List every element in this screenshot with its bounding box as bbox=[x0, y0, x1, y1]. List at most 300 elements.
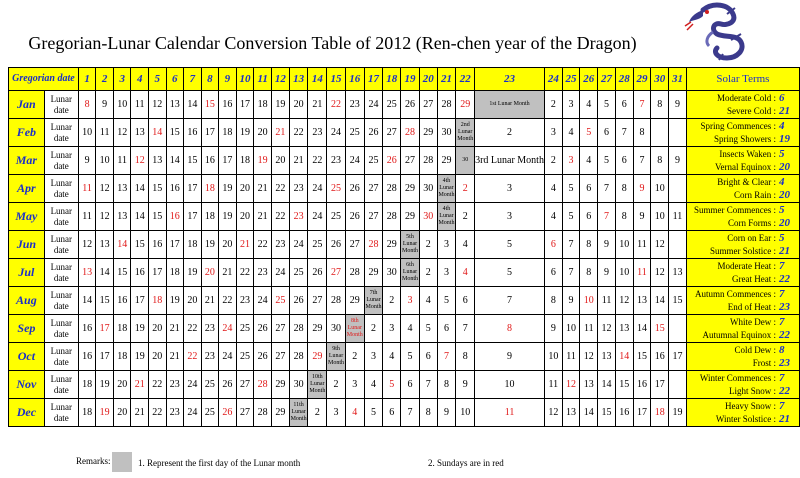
lunar-date-cell: 18 bbox=[254, 91, 272, 119]
solar-terms-cell bbox=[686, 315, 799, 343]
lunar-date-cell: 23 bbox=[289, 175, 308, 203]
solar-terms-cell bbox=[686, 371, 799, 399]
lunar-date-cell: 22 bbox=[148, 371, 166, 399]
month-name: Sep bbox=[9, 315, 45, 343]
solar-term bbox=[687, 133, 799, 146]
lunar-date-cell: 19 bbox=[184, 259, 202, 287]
lunar-date-cell: 27 bbox=[236, 399, 254, 427]
day-header: 31 bbox=[669, 68, 687, 91]
lunar-date-cell: 19 bbox=[166, 287, 184, 315]
lunar-date-cell: 28 bbox=[254, 371, 272, 399]
lunar-date-cell: 8 bbox=[419, 399, 437, 427]
solar-terms-cell bbox=[686, 203, 799, 231]
solar-term bbox=[687, 301, 799, 314]
lunar-date-cell: 15 bbox=[166, 119, 184, 147]
lunar-date-cell: 6 bbox=[580, 203, 598, 231]
lunar-date-cell: 16 bbox=[78, 315, 96, 343]
remark-first-lunar-day: 1. Represent the first day of the Lunar month bbox=[138, 458, 301, 468]
lunar-date-cell: 26 bbox=[345, 175, 364, 203]
month-row bbox=[9, 315, 800, 343]
lunar-date-cell: 11 bbox=[598, 287, 616, 315]
solar-term bbox=[687, 232, 799, 245]
solar-term-day: 8 bbox=[779, 344, 785, 356]
lunar-date-cell: 12 bbox=[651, 259, 669, 287]
day-header: 22 bbox=[456, 68, 475, 91]
lunar-date-cell: 7 bbox=[456, 315, 475, 343]
lunar-date-cell: 2 bbox=[383, 287, 401, 315]
lunar-date-cell: 28 bbox=[345, 259, 364, 287]
lunar-date-cell: 16 bbox=[166, 175, 184, 203]
lunar-date-cell: 15 bbox=[598, 399, 616, 427]
lunar-date-cell bbox=[651, 119, 669, 147]
lunar-date-cell: 7 bbox=[615, 119, 633, 147]
lunar-date-cell: 20 bbox=[289, 91, 308, 119]
lunar-date-cell: 14 bbox=[131, 175, 149, 203]
day-header: 18 bbox=[383, 68, 401, 91]
lunar-date-cell: 5 bbox=[598, 91, 616, 119]
lunar-date-cell: 30 bbox=[383, 259, 401, 287]
lunar-date-cell: 12 bbox=[651, 231, 669, 259]
solar-term-name: Winter Solstice : bbox=[715, 414, 776, 424]
lunar-date-label: Lunar date bbox=[44, 315, 78, 343]
lunar-date-cell: 20 bbox=[254, 119, 272, 147]
lunar-date-cell: 26 bbox=[383, 147, 401, 175]
lunar-date-cell: 25 bbox=[236, 315, 254, 343]
lunar-date-cell: 20 bbox=[148, 343, 166, 371]
lunar-date-cell: 19 bbox=[219, 203, 237, 231]
lunar-date-cell: 10 bbox=[580, 287, 598, 315]
lunar-date-cell: 2 bbox=[327, 371, 346, 399]
corner-header: Gregorian date bbox=[9, 68, 79, 91]
lunar-date-cell: 5 bbox=[419, 315, 437, 343]
lunar-date-cell: 29 bbox=[437, 147, 456, 175]
lunar-date-cell: 4 bbox=[580, 91, 598, 119]
day-header: 4 bbox=[131, 68, 149, 91]
lunar-date-cell: 25 bbox=[289, 259, 308, 287]
lunar-date-cell: 29 bbox=[271, 371, 289, 399]
lunar-date-cell: 26 bbox=[254, 315, 272, 343]
lunar-date-cell: 3 bbox=[562, 91, 580, 119]
lunar-date-label: Lunar date bbox=[44, 175, 78, 203]
lunar-date-cell: 10 bbox=[475, 371, 545, 399]
lunar-date-cell: 26 bbox=[219, 371, 237, 399]
lunar-date-cell: 22 bbox=[184, 343, 202, 371]
lunar-date-cell: 25 bbox=[345, 119, 364, 147]
lunar-date-cell: 8 bbox=[615, 175, 633, 203]
lunar-date-cell: 8 bbox=[615, 203, 633, 231]
lunar-date-cell: 19 bbox=[201, 231, 219, 259]
lunar-date-cell: 3 bbox=[401, 287, 420, 315]
lunar-date-cell: 3 bbox=[437, 259, 456, 287]
lunar-date-cell: 16 bbox=[201, 147, 219, 175]
lunar-date-cell: 27 bbox=[271, 343, 289, 371]
solar-term bbox=[687, 288, 799, 301]
solar-term-day: 23 bbox=[779, 301, 790, 313]
remark-sundays: 2. Sundays are in red bbox=[428, 458, 504, 468]
lunar-date-cell: 21 bbox=[131, 371, 149, 399]
lunar-date-cell: 12 bbox=[544, 399, 562, 427]
lunar-date-cell: 10 bbox=[562, 315, 580, 343]
solar-term-name: Light Snow : bbox=[728, 386, 776, 396]
lunar-date-cell: 21 bbox=[254, 203, 272, 231]
lunar-date-cell: 24 bbox=[271, 259, 289, 287]
lunar-date-cell: 23 bbox=[345, 91, 364, 119]
lunar-date-label: Lunar date bbox=[44, 91, 78, 119]
lunar-date-cell: 27 bbox=[345, 231, 364, 259]
lunar-date-cell: 18 bbox=[166, 259, 184, 287]
lunar-date-cell: 21 bbox=[166, 315, 184, 343]
lunar-date-cell: 2 bbox=[364, 315, 383, 343]
lunar-date-cell: 25 bbox=[271, 287, 289, 315]
solar-term bbox=[687, 176, 799, 189]
lunar-date-cell: 9 bbox=[669, 91, 687, 119]
lunar-date-cell: 15 bbox=[669, 287, 687, 315]
lunar-date-cell: 12 bbox=[113, 119, 131, 147]
dragon-icon bbox=[683, 2, 751, 62]
lunar-date-cell: 30 bbox=[419, 203, 437, 231]
lunar-date-cell: 26 bbox=[289, 287, 308, 315]
solar-term-name: Vernal Equinox : bbox=[715, 162, 776, 172]
lunar-date-cell: 27 bbox=[236, 371, 254, 399]
solar-term-day: 5 bbox=[779, 148, 785, 160]
lunar-date-label: Lunar date bbox=[44, 231, 78, 259]
header-row bbox=[9, 68, 800, 91]
solar-term bbox=[687, 245, 799, 258]
day-header: 13 bbox=[289, 68, 308, 91]
lunar-date-cell: 30 bbox=[289, 371, 308, 399]
lunar-date-cell: 16 bbox=[166, 203, 184, 231]
day-header: 24 bbox=[544, 68, 562, 91]
lunar-date-cell: 30 bbox=[419, 175, 437, 203]
lunar-date-cell: 19 bbox=[254, 147, 272, 175]
solar-term-name: Insects Waken : bbox=[719, 149, 776, 159]
solar-term bbox=[687, 204, 799, 217]
lunar-date-cell: 26 bbox=[345, 203, 364, 231]
lunar-date-cell: 13 bbox=[166, 91, 184, 119]
lunar-date-cell: 24 bbox=[219, 315, 237, 343]
lunar-month-start-cell: 6th Lunar Month bbox=[401, 259, 420, 287]
lunar-date-cell: 24 bbox=[254, 287, 272, 315]
lunar-date-cell: 25 bbox=[383, 91, 401, 119]
lunar-date-cell: 6 bbox=[598, 119, 616, 147]
day-header: 8 bbox=[201, 68, 219, 91]
lunar-date-cell: 13 bbox=[78, 259, 96, 287]
lunar-date-cell: 23 bbox=[236, 287, 254, 315]
month-name: Jul bbox=[9, 259, 45, 287]
month-name: Aug bbox=[9, 287, 45, 315]
solar-term-day: 21 bbox=[779, 105, 790, 117]
day-header: 5 bbox=[148, 68, 166, 91]
lunar-date-label: Lunar date bbox=[44, 399, 78, 427]
lunar-date-cell: 13 bbox=[113, 203, 131, 231]
lunar-date-cell: 11 bbox=[562, 343, 580, 371]
lunar-date-cell: 7 bbox=[562, 259, 580, 287]
solar-term bbox=[687, 189, 799, 202]
solar-term-name: Heavy Snow : bbox=[725, 401, 776, 411]
lunar-date-cell: 3 bbox=[383, 315, 401, 343]
lunar-date-cell: 23 bbox=[308, 119, 327, 147]
lunar-date-cell: 6 bbox=[615, 147, 633, 175]
lunar-date-cell: 11 bbox=[78, 175, 96, 203]
lunar-date-cell: 5 bbox=[562, 175, 580, 203]
solar-term-name: Spring Commences : bbox=[700, 121, 776, 131]
lunar-date-cell: 22 bbox=[271, 175, 289, 203]
lunar-date-cell: 27 bbox=[364, 203, 383, 231]
lunar-date-cell: 18 bbox=[201, 203, 219, 231]
lunar-date-cell: 17 bbox=[633, 399, 651, 427]
lunar-date-cell: 22 bbox=[148, 399, 166, 427]
solar-term-day: 20 bbox=[779, 161, 790, 173]
lunar-date-cell: 18 bbox=[78, 371, 96, 399]
lunar-date-cell: 21 bbox=[219, 259, 237, 287]
lunar-date-cell: 29 bbox=[401, 175, 420, 203]
lunar-date-cell: 9 bbox=[475, 343, 545, 371]
solar-terms-header: Solar Terms bbox=[686, 68, 799, 91]
lunar-date-cell: 9 bbox=[633, 203, 651, 231]
month-name: Mar bbox=[9, 147, 45, 175]
solar-terms-cell bbox=[686, 231, 799, 259]
solar-terms-cell bbox=[686, 259, 799, 287]
month-name: Oct bbox=[9, 343, 45, 371]
lunar-date-cell: 29 bbox=[345, 287, 364, 315]
lunar-date-cell: 19 bbox=[131, 315, 149, 343]
lunar-date-cell: 7 bbox=[475, 287, 545, 315]
lunar-date-cell: 6 bbox=[456, 287, 475, 315]
solar-term-name: White Dew : bbox=[730, 317, 776, 327]
solar-term bbox=[687, 120, 799, 133]
lunar-date-cell: 11 bbox=[580, 315, 598, 343]
month-row bbox=[9, 371, 800, 399]
lunar-date-cell: 14 bbox=[148, 119, 166, 147]
day-header: 30 bbox=[651, 68, 669, 91]
lunar-date-cell: 7 bbox=[633, 147, 651, 175]
solar-term-day: 7 bbox=[779, 260, 785, 272]
month-row bbox=[9, 119, 800, 147]
lunar-date-cell: 10 bbox=[113, 91, 131, 119]
lunar-date-cell: 21 bbox=[254, 175, 272, 203]
solar-terms-cell bbox=[686, 287, 799, 315]
lunar-date-cell: 24 bbox=[327, 119, 346, 147]
month-row bbox=[9, 91, 800, 119]
lunar-date-cell: 23 bbox=[166, 399, 184, 427]
lunar-date-cell: 16 bbox=[131, 259, 149, 287]
lunar-date-cell: 14 bbox=[78, 287, 96, 315]
lunar-date-cell: 28 bbox=[254, 399, 272, 427]
lunar-date-cell: 28 bbox=[401, 119, 420, 147]
day-header: 6 bbox=[166, 68, 184, 91]
lunar-date-cell: 8 bbox=[78, 91, 96, 119]
lunar-date-cell: 18 bbox=[201, 175, 219, 203]
lunar-date-cell: 18 bbox=[148, 287, 166, 315]
lunar-date-cell: 24 bbox=[308, 203, 327, 231]
lunar-date-cell: 19 bbox=[219, 175, 237, 203]
solar-term bbox=[687, 148, 799, 161]
lunar-date-cell: 12 bbox=[96, 203, 114, 231]
solar-term-name: Summer Commences : bbox=[694, 205, 776, 215]
page-title: Gregorian-Lunar Calendar Conversion Table of 2012 (Ren-chen year of the Dragon) bbox=[28, 33, 637, 53]
lunar-date-cell: 11 bbox=[669, 203, 687, 231]
month-name: Jan bbox=[9, 91, 45, 119]
day-header: 17 bbox=[364, 68, 383, 91]
lunar-date-cell: 6 bbox=[419, 343, 437, 371]
lunar-date-cell: 28 bbox=[364, 231, 383, 259]
lunar-date-cell: 18 bbox=[113, 343, 131, 371]
lunar-date-cell: 28 bbox=[327, 287, 346, 315]
lunar-date-cell: 20 bbox=[113, 371, 131, 399]
lunar-date-cell: 16 bbox=[113, 287, 131, 315]
lunar-date-cell: 12 bbox=[562, 371, 580, 399]
lunar-date-cell: 27 bbox=[271, 315, 289, 343]
lunar-date-cell: 17 bbox=[651, 371, 669, 399]
month-row bbox=[9, 231, 800, 259]
lunar-date-cell: 4 bbox=[456, 259, 475, 287]
lunar-date-label: Lunar date bbox=[44, 119, 78, 147]
lunar-date-cell: 2 bbox=[544, 147, 562, 175]
lunar-date-cell: 23 bbox=[166, 371, 184, 399]
day-header: 29 bbox=[633, 68, 651, 91]
lunar-date-cell: 10 bbox=[456, 399, 475, 427]
solar-term-day: 19 bbox=[779, 133, 790, 145]
lunar-date-cell: 16 bbox=[184, 119, 202, 147]
lunar-date-cell: 8 bbox=[651, 91, 669, 119]
lunar-date-cell: 20 bbox=[201, 259, 219, 287]
lunar-month-start-cell: 30 bbox=[456, 147, 475, 175]
lunar-date-cell: 13 bbox=[562, 399, 580, 427]
lunar-date-cell: 12 bbox=[78, 231, 96, 259]
solar-term-day: 23 bbox=[779, 357, 790, 369]
lunar-date-cell: 17 bbox=[184, 175, 202, 203]
lunar-date-cell: 25 bbox=[308, 231, 327, 259]
lunar-date-cell: 26 bbox=[308, 259, 327, 287]
lunar-date-cell: 27 bbox=[401, 147, 420, 175]
day-header: 23 bbox=[475, 68, 545, 91]
lunar-month-start-cell: 5th Lunar Month bbox=[401, 231, 420, 259]
lunar-date-cell: 11 bbox=[633, 259, 651, 287]
lunar-date-cell: 4 bbox=[419, 287, 437, 315]
lunar-date-cell: 12 bbox=[96, 175, 114, 203]
lunar-date-cell: 14 bbox=[615, 343, 633, 371]
solar-term-day: 22 bbox=[779, 385, 790, 397]
solar-term bbox=[687, 260, 799, 273]
lunar-date-cell: 3 bbox=[475, 203, 545, 231]
lunar-date-cell: 17 bbox=[669, 343, 687, 371]
day-header: 25 bbox=[562, 68, 580, 91]
lunar-date-cell: 20 bbox=[184, 287, 202, 315]
solar-term-day: 20 bbox=[779, 217, 790, 229]
lunar-date-cell bbox=[669, 175, 687, 203]
lunar-date-cell: 4 bbox=[345, 399, 364, 427]
lunar-date-cell: 4 bbox=[383, 343, 401, 371]
lunar-date-cell: 25 bbox=[364, 147, 383, 175]
lunar-date-cell: 24 bbox=[184, 399, 202, 427]
lunar-date-cell: 9 bbox=[633, 175, 651, 203]
lunar-date-cell: 14 bbox=[184, 91, 202, 119]
lunar-date-cell: 2 bbox=[419, 259, 437, 287]
lunar-date-cell: 25 bbox=[236, 343, 254, 371]
day-header: 1 bbox=[78, 68, 96, 91]
lunar-date-cell: 28 bbox=[383, 203, 401, 231]
lunar-date-cell: 6 bbox=[580, 175, 598, 203]
month-row bbox=[9, 287, 800, 315]
lunar-date-cell: 27 bbox=[364, 175, 383, 203]
lunar-date-label: Lunar date bbox=[44, 147, 78, 175]
month-name: Dec bbox=[9, 399, 45, 427]
solar-term-name: Moderate Heat : bbox=[717, 261, 776, 271]
lunar-date-cell: 22 bbox=[308, 147, 327, 175]
month-row bbox=[9, 259, 800, 287]
lunar-date-cell: 10 bbox=[544, 343, 562, 371]
lunar-date-cell: 15 bbox=[148, 203, 166, 231]
lunar-date-cell: 15 bbox=[148, 175, 166, 203]
solar-terms-cell bbox=[686, 343, 799, 371]
day-header: 10 bbox=[236, 68, 254, 91]
day-header: 14 bbox=[308, 68, 327, 91]
lunar-date-cell: 11 bbox=[544, 371, 562, 399]
lunar-date-cell: 2 bbox=[419, 231, 437, 259]
lunar-date-cell: 16 bbox=[633, 371, 651, 399]
lunar-date-cell: 9 bbox=[598, 259, 616, 287]
lunar-date-cell: 23 bbox=[201, 315, 219, 343]
lunar-date-cell: 19 bbox=[669, 399, 687, 427]
lunar-date-cell: 14 bbox=[131, 203, 149, 231]
lunar-date-cell: 2 bbox=[456, 203, 475, 231]
lunar-date-cell: 19 bbox=[236, 119, 254, 147]
lunar-date-cell: 9 bbox=[96, 91, 114, 119]
lunar-month-start-cell: 10th Lunar Month bbox=[308, 371, 327, 399]
lunar-date-cell: 18 bbox=[219, 119, 237, 147]
solar-term-day: 22 bbox=[779, 329, 790, 341]
lunar-date-cell: 9 bbox=[437, 399, 456, 427]
solar-term bbox=[687, 372, 799, 385]
lunar-date-cell: 2 bbox=[456, 175, 475, 203]
lunar-date-cell: 12 bbox=[580, 343, 598, 371]
lunar-date-cell: 14 bbox=[598, 371, 616, 399]
lunar-date-cell: 27 bbox=[383, 119, 401, 147]
lunar-date-cell: 4 bbox=[401, 315, 420, 343]
lunar-date-cell: 2 bbox=[345, 343, 364, 371]
solar-term-name: Autumn Commences : bbox=[695, 289, 776, 299]
lunar-date-cell: 19 bbox=[131, 343, 149, 371]
lunar-date-cell: 16 bbox=[219, 91, 237, 119]
lunar-date-cell: 9 bbox=[669, 147, 687, 175]
lunar-date-cell: 13 bbox=[113, 175, 131, 203]
lunar-date-cell: 12 bbox=[615, 287, 633, 315]
lunar-date-cell: 6 bbox=[401, 371, 420, 399]
lunar-month-start-cell: 11th Lunar Month bbox=[289, 399, 308, 427]
solar-terms-cell bbox=[686, 91, 799, 119]
lunar-date-label: Lunar date bbox=[44, 287, 78, 315]
lunar-date-cell: 10 bbox=[615, 231, 633, 259]
lunar-date-cell: 30 bbox=[437, 119, 456, 147]
lunar-date-cell: 16 bbox=[651, 343, 669, 371]
lunar-date-cell: 4 bbox=[456, 231, 475, 259]
lunar-date-cell: 27 bbox=[327, 259, 346, 287]
lunar-date-cell: 13 bbox=[580, 371, 598, 399]
lunar-date-cell: 2 bbox=[308, 399, 327, 427]
solar-term-day: 7 bbox=[779, 316, 785, 328]
solar-term-name: Moderate Cold : bbox=[717, 93, 776, 103]
remarks-label: Remarks: bbox=[76, 456, 111, 466]
lunar-date-cell: 21 bbox=[201, 287, 219, 315]
lunar-date-cell: 17 bbox=[236, 91, 254, 119]
lunar-date-cell: 15 bbox=[96, 287, 114, 315]
lunar-date-cell: 29 bbox=[308, 343, 327, 371]
day-header: 21 bbox=[437, 68, 456, 91]
lunar-date-cell: 13 bbox=[633, 287, 651, 315]
lunar-date-cell: 3 bbox=[364, 343, 383, 371]
lunar-date-cell: 14 bbox=[166, 147, 184, 175]
lunar-date-cell: 3 bbox=[345, 371, 364, 399]
